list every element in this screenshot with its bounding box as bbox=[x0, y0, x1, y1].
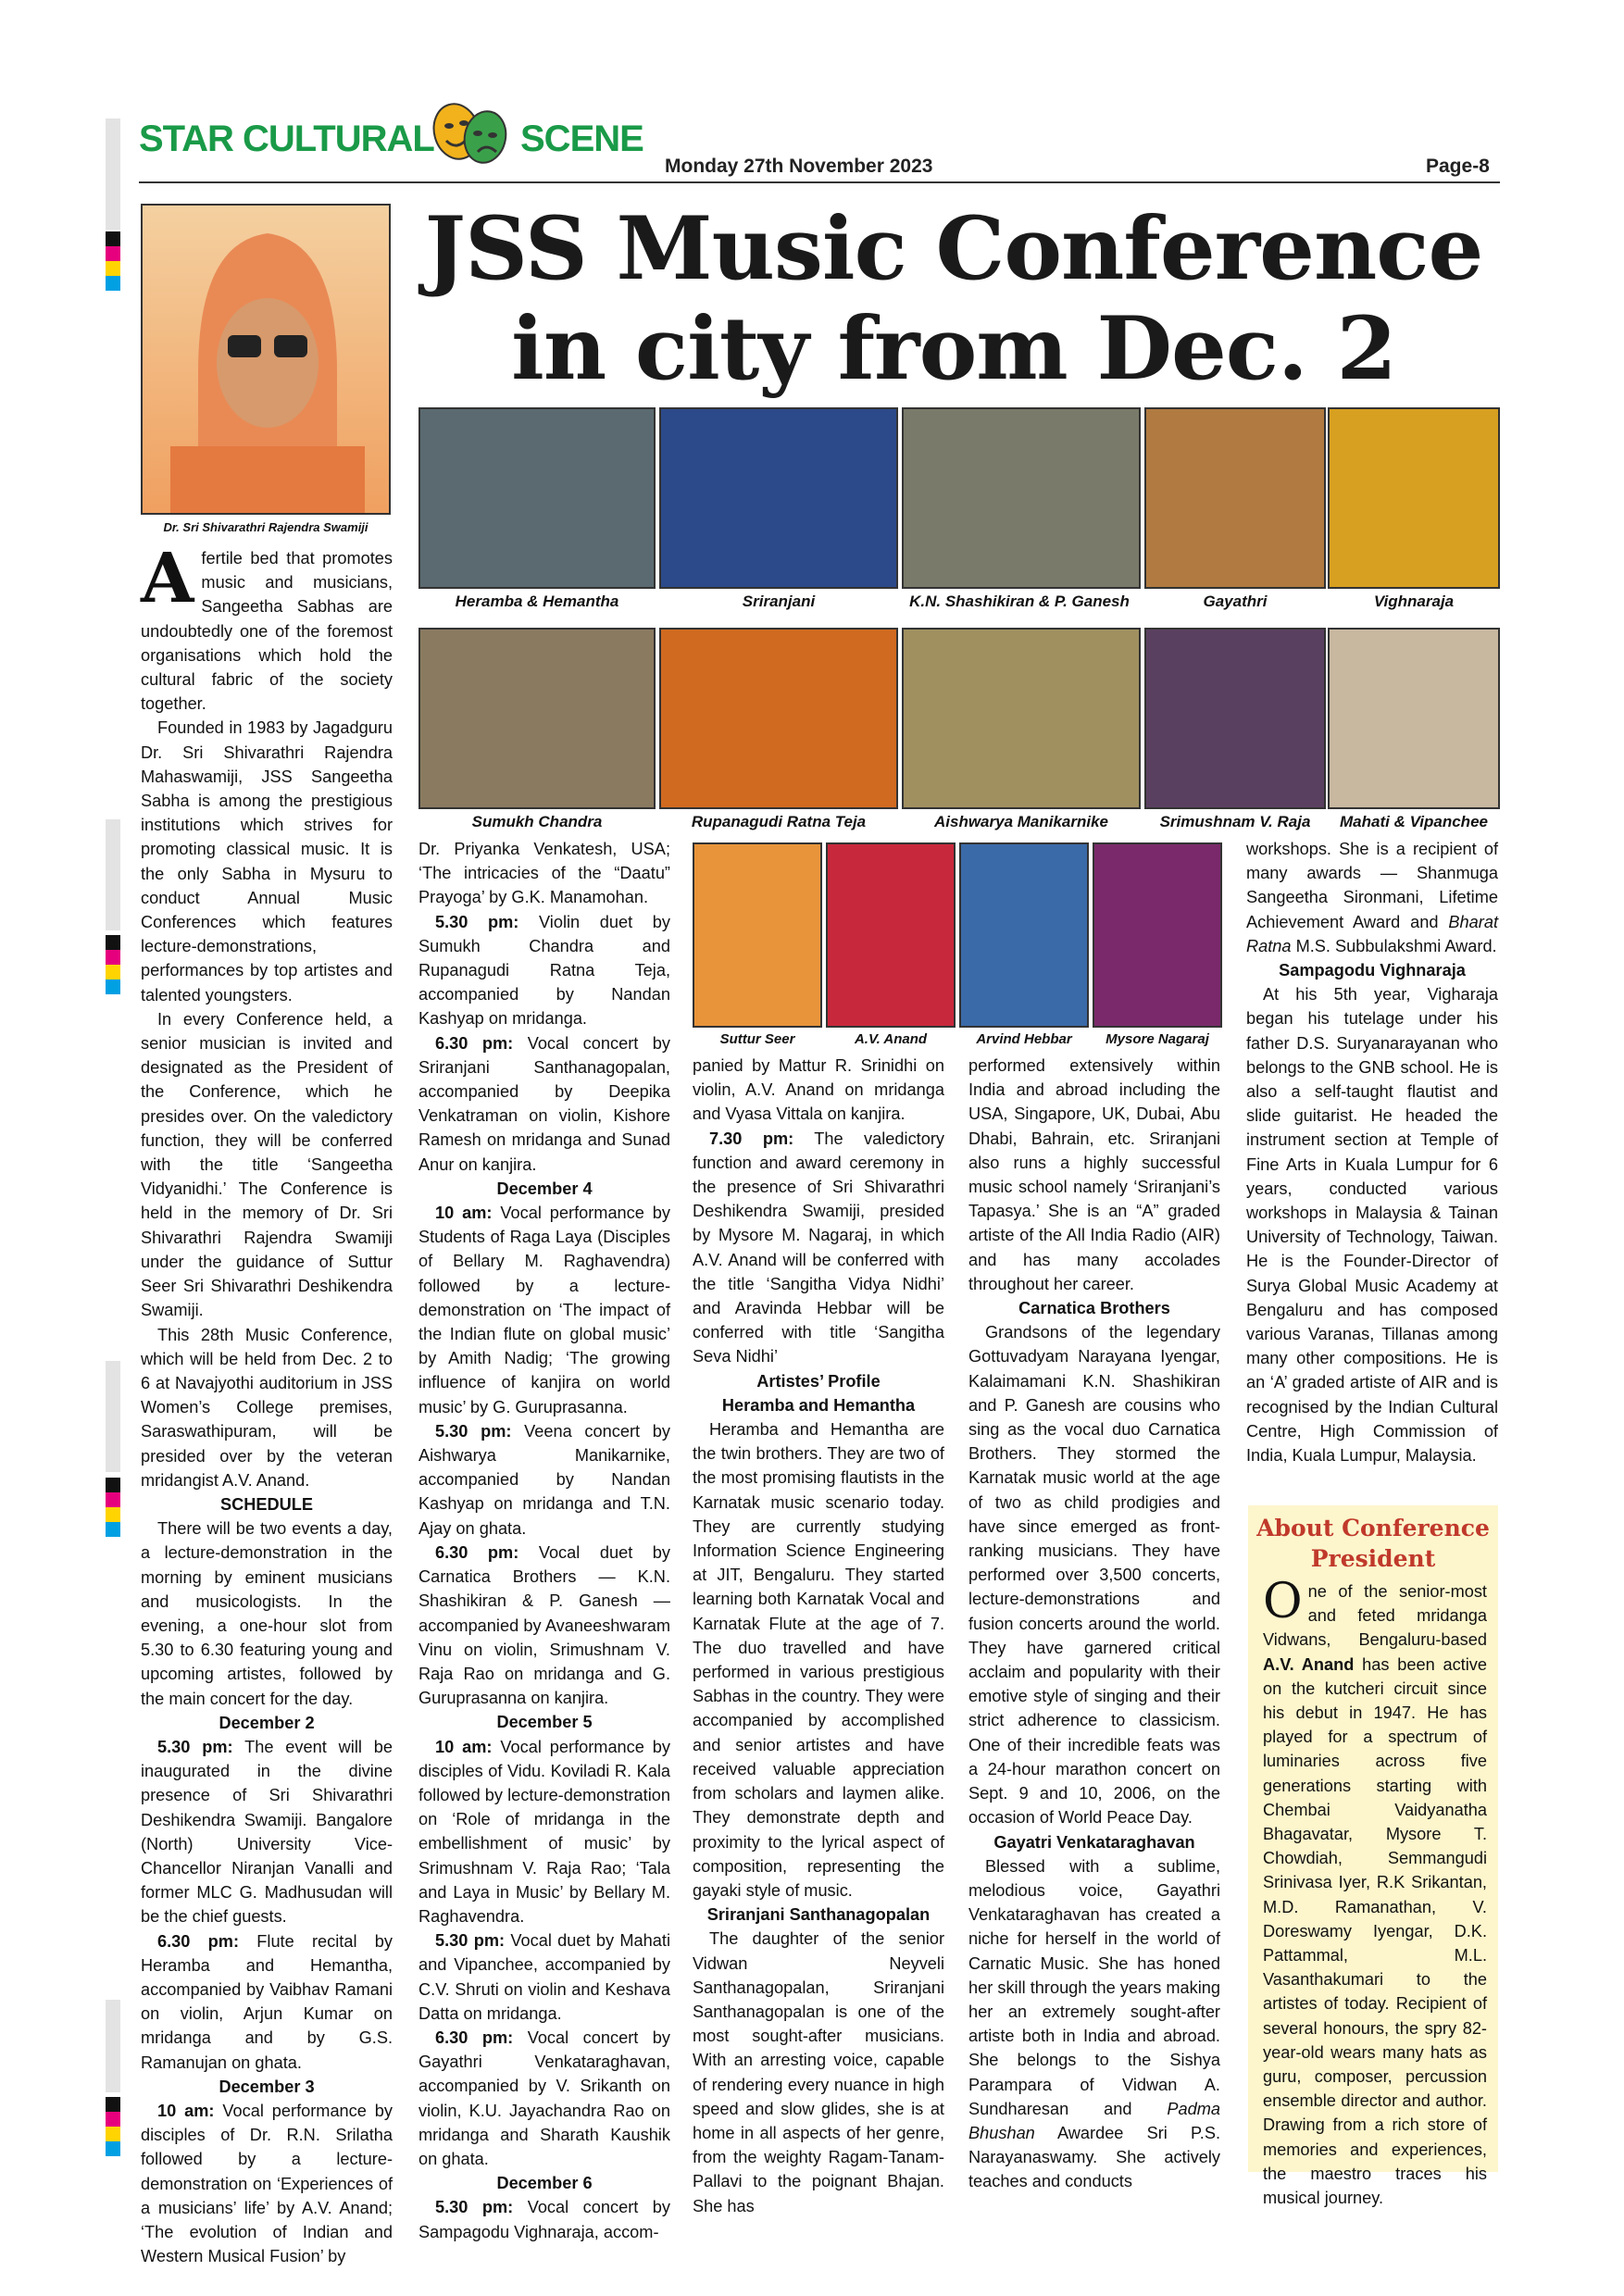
margin-bar bbox=[106, 819, 120, 930]
photo-sriranjani bbox=[659, 407, 898, 589]
headline bbox=[407, 199, 1500, 399]
photo-vighnaraja bbox=[1328, 407, 1500, 589]
photo-heramba-hemantha bbox=[418, 407, 656, 589]
subhead: Heramba and Hemantha bbox=[721, 1395, 916, 1415]
registration-marks bbox=[106, 1478, 120, 1537]
theatre-masks-icon bbox=[424, 96, 517, 170]
paragraph: In every Conference held, a senior musician is invited and designated as the President of the Conference, which he presides over. On the valedictory function, they will be conferred with the title ‘Sangeetha Vidyanidhi.’ The Conference is held in the memory of Dr. Sri Shivarathri Rajendra Swamiji under the guidance of Suttur Seer Sri Shivarathri Deshikendra Swamiji. bbox=[141, 1009, 393, 1320]
paragraph: Vocal concert by Sriranjani Santhanagopalan, accompanied by Deepika Venkatraman on violin, Kishore Ramesh on mridanga and Sunad Anur on kanjira. bbox=[418, 1033, 670, 1174]
caption-arvind-hebbar: Arvind Hebbar bbox=[976, 1031, 1072, 1047]
paragraph: Vocal concert by Gayathri Venkataraghavan, accompanied by V. Srikanth on violin, K.U. Jayachandra Rao on mridanga and Sharath Kaushik on ghata. bbox=[418, 2028, 670, 2168]
paragraph: Flute recital by Heramba and Hemantha, accompanied by Vaibhav Ramani on violin, Arjun Kumar on mridanga and by G.S. Ramanujan on ghata. bbox=[141, 1931, 393, 2072]
paragraph: has been active on the kutcheri circuit since his debut in 1947. He has played for a spectrum of luminaries across five generations starting with Chembai Vaidyanatha Bhagavatar, Mysore T. Chowdiah, Semmangudi Srinivasa Iyer, R.K Srikantan, M.D. Ramanathan, V. Doreswamy Iyengar, D.K. Pattammal, M.L. Vasanthakumari to the artistes of today. Recipient of several honours, the spry 82-year-old wears many hats as guru, composer, percussion ensemble director and author. Drawing from a rich store of memories and experiences, the maestro traces his musical journey. bbox=[1263, 1654, 1487, 2208]
paragraph: fertile bed that promotes music and musicians, Sangeetha Sabhas are undoubtedly one of the foremost organisations which hold the cultural fabric of the society together. bbox=[141, 549, 393, 714]
subhead: December 5 bbox=[496, 1713, 593, 1732]
paragraph: M.S. Subbulakshmi Award. bbox=[1291, 936, 1497, 955]
box-title-line2: President bbox=[1310, 1545, 1436, 1572]
subhead: Sriranjani Santhanagopalan bbox=[706, 1905, 931, 1925]
paragraph: workshops. She is a recipient of many awards — Shanmuga Sangeetha Sironmani, Lifetime Achievement Award and bbox=[1246, 840, 1498, 931]
caption-sriranjani: Sriranjani bbox=[742, 593, 816, 610]
issue-date: Monday 27th November 2023 bbox=[665, 156, 933, 177]
paragraph: panied by Mattur R. Srinidhi on violin, A.V. Anand on mridanga and Vyasa Vittala on kanjira. bbox=[693, 1056, 944, 1124]
article-column-5 bbox=[1246, 837, 1498, 1467]
time-label: 10 am: bbox=[157, 2102, 215, 2120]
photo-sumukh-chandra bbox=[418, 628, 656, 809]
time-label: 6.30 pm: bbox=[435, 1542, 519, 1562]
article-column-1 bbox=[141, 539, 393, 2268]
subhead: Artistes’ Profile bbox=[756, 1371, 881, 1391]
paragraph: Dr. Priyanka Venkatesh, USA; ‘The intricacies of the “Daatu” Prayoga’ by G.K. Manamohan. bbox=[418, 840, 670, 907]
paragraph: Vocal concert by Sampagodu Vighnaraja, accom- bbox=[418, 2198, 670, 2241]
paragraph: Heramba and Hemantha are the twin brothers. They are two of the most promising flautists in the Karnatak music scenario today. They are currently studying Information Science Engineering at JIT, Bengaluru. They started learning both Karnatak Vocal and Karnatak Flute at the age of 7. The duo travelled and have performed in various prestigious Sabhas in the country. They were accompanied by accomplished and senior artistes and have received valuable appreciation from scholars and laymen alike. They demonstrate depth and proximity to the lyrical aspect of composition, representing the gayaki style of music. bbox=[693, 1420, 944, 1900]
paragraph: Vocal performance by disciples of Dr. R.N. Srilatha followed by a lecture-demonstration on ‘Experiences of a musicians’ life’ by A.V. Anand; ‘The evolution of Indian and Western Musical Fusion’ by bbox=[141, 2102, 393, 2266]
photo-suttur-seer bbox=[693, 842, 822, 1028]
caption-srimushnam: Srimushnam V. Raja bbox=[1159, 813, 1311, 830]
paragraph: At his 5th year, Vigharaja began his tutelage under his father D.S. Suryanarayanan who belongs to the GNB school. He is also a self-taught flautist and slide guitarist. He headed the instrument section at Temple of Fine Arts in Kuala Lumpur for 6 years, conducted various workshops in Malaysia & Tainan University of Technology, Taiwan. He is the Founder-Director of Surya Global Music Academy at Bengaluru and has composed various Varanas, Tillanas among many other compositions. He is an ‘A’ graded artiste of AIR and is recognised by the Indian Cultural Centre, High Commission of India, Kuala Lumpur, Malaysia. bbox=[1246, 985, 1498, 1466]
paragraph: Vocal performance by Students of Raga Laya (Disciples of Bellary M. Raghavendra) followed by a lecture-demonstration on ‘The impact of the Indian flute on global music’ by Amith Nadig; ‘The growing influence of kanjira on world music’ by G. Guruprasanna. bbox=[418, 1204, 670, 1416]
paragraph: The valedictory function and award ceremony in the presence of Sri Shivarathri Deshikendra Swamiji, presided by Mysore M. Nagaraj, in which A.V. Anand will be conferred with the title ‘Sangitha Vidya Nidhi’ and Aravinda Hebbar will be conferred with title ‘Sangitha Seva Nidhi’ bbox=[693, 1129, 944, 1366]
paragraph: There will be two events a day, a lecture-demonstration in the morning by eminent musicians and musicologists. In the evening, a one-hour slot from 5.30 to 6.30 featuring young and upcoming artistes, followed by the main concert for the day. bbox=[141, 1519, 393, 1708]
masthead-right: SCENE bbox=[520, 119, 643, 159]
caption-mysore-nagaraj: Mysore Nagaraj bbox=[1106, 1031, 1209, 1047]
article-column-2 bbox=[418, 837, 670, 2244]
subhead: December 4 bbox=[496, 1179, 593, 1198]
paragraph: The daughter of the senior Vidwan Neyveli Santhanagopalan, Sriranjani Santhanagopalan is one of the most sought-after musicians. With an arresting voice, capable of rendering every nuance in high speed and slow glides, she is at home in all aspects of her genre, from the weighty Ragam-Tanam-Pallavi to the poignant Bhajan. She has bbox=[693, 1929, 944, 2215]
photo-shashikiran-ganesh bbox=[902, 407, 1141, 589]
photo-gayathri bbox=[1144, 407, 1326, 589]
photo-mysore-nagaraj bbox=[1093, 842, 1222, 1028]
caption-sumukh-chandra: Sumukh Chandra bbox=[471, 813, 603, 830]
time-label: 6.30 pm: bbox=[435, 2028, 514, 2047]
portrait-photo bbox=[141, 204, 391, 515]
caption-suttur-seer: Suttur Seer bbox=[719, 1031, 795, 1047]
headline-line1: JSS Music Conference bbox=[424, 198, 1483, 300]
award-name: Bharat Ratna bbox=[1246, 912, 1498, 955]
photo-mahati-vipanchee bbox=[1328, 628, 1500, 809]
registration-marks bbox=[106, 935, 120, 994]
paragraph: This 28th Music Conference, which will be held from Dec. 2 to 6 at Navajyothi auditorium in JSS Women’s College premises, Saraswathipuram, will be presided over by the veteran mridangist A.V. Anand. bbox=[141, 1325, 393, 1490]
photo-av-anand bbox=[826, 842, 956, 1028]
page-number: Page-8 bbox=[1426, 156, 1490, 177]
article-column-3 bbox=[693, 1054, 944, 2218]
paragraph: Blessed with a sublime, melodious voice, Gayathri Venkataraghavan has created a niche for herself in the world of Carnatic Music. She has honed her skill through the years making her an extremely sought-after artiste both in India and abroad. She belongs to the Sishya Parampara of Vidwan A. Sundharesan and bbox=[968, 1856, 1220, 2118]
paragraph: The event will be inaugurated in the divine presence of Sri Shivarathri Deshikendra Swamiji. Bangalore (North) University Vice-Chancellor Niranjan Vanalli and former MLC G. Madhusudan will be the chief guests. bbox=[141, 1737, 393, 1927]
paragraph: Violin duet by Sumukh Chandra and Rupanagudi Ratna Teja, accompanied by Nandan Kashyap on mridanga. bbox=[418, 912, 670, 1029]
portrait-caption: Dr. Sri Shivarathri Rajendra Swamiji bbox=[163, 520, 369, 534]
conference-president-box bbox=[1248, 1505, 1498, 2208]
registration-marks bbox=[106, 231, 120, 291]
president-name: A.V. Anand bbox=[1263, 1654, 1355, 1674]
caption-mahati-vipanchee: Mahati & Vipanchee bbox=[1340, 813, 1488, 830]
margin-bar bbox=[106, 1361, 120, 1472]
article-column-4 bbox=[968, 1054, 1220, 2194]
registration-marks bbox=[106, 2097, 120, 2156]
time-label: 6.30 pm: bbox=[157, 1931, 240, 1951]
drop-cap: A bbox=[141, 539, 194, 618]
paragraph: Grandsons of the legendary Gottuvadyam Narayana Iyengar, Kalaimamani K.N. Shashikiran and P. Ganesh are cousins who sing as the vocal duo Carnatica Brothers. They stormed the Karnatak music world at the age of two as child prodigies and have since emerged as front-ranking musicians. They have performed over 3,500 concerts, lecture-demonstrations and fusion concerts around the world. They have garnered critical acclaim and popularity with their emotive style of singing and their strict adherence to classicism. One of their incredible feats was a 24-hour marathon concert on Sept. 9 and 10, 2006, on the occasion of World Peace Day. bbox=[968, 1323, 1220, 1828]
time-label: 10 am: bbox=[435, 1737, 493, 1756]
photo-srimushnam-raja bbox=[1144, 628, 1326, 809]
time-label: 5.30 pm: bbox=[435, 2198, 514, 2217]
subhead: SCHEDULE bbox=[219, 1494, 314, 1514]
margin-bar bbox=[106, 2000, 120, 2092]
caption-gayathri: Gayathri bbox=[1203, 593, 1268, 610]
paragraph: Vocal duet by Mahati and Vipanchee, accompanied by C.V. Shruti on violin and Keshava Datta on mridanga. bbox=[418, 1931, 670, 2023]
photo-rupanagudi-ratna-teja bbox=[659, 628, 898, 809]
header-rule bbox=[139, 181, 1500, 183]
subhead: December 6 bbox=[496, 2174, 593, 2193]
time-label: 6.30 pm: bbox=[435, 1033, 514, 1053]
paragraph: Vocal duet by Carnatica Brothers — K.N. Shashikiran & P. Ganesh — accompanied by Avaneeshwaram Vinu on violin, Srimushnam V. Raja Rao on mridanga and G. Guruprasanna on kanjira. bbox=[418, 1542, 670, 1708]
paragraph: Founded in 1983 by Jagadguru Dr. Sri Shivarathri Rajendra Mahaswamiji, JSS Sangeetha Sabha is among the prestigious institutions which strives for promoting classical music. It is the only Sabha in Mysuru to conduct Annual Music Conferences which features lecture-demonstrations, performances by top artistes and talented youngsters. bbox=[141, 718, 393, 1004]
caption-aishwarya: Aishwarya Manikarnike bbox=[933, 813, 1109, 830]
paragraph: Veena concert by Aishwarya Manikarnike, accompanied by Nandan Kashyap on mridanga and T.N. Ajay on ghata. bbox=[418, 1421, 670, 1538]
paragraph: ne of the senior-most and feted mridanga Vidwans, Bengaluru-based bbox=[1263, 1582, 1487, 1650]
photo-aishwarya-manikarnike bbox=[902, 628, 1141, 809]
subhead: Carnatica Brothers bbox=[1018, 1299, 1170, 1318]
caption-av-anand: A.V. Anand bbox=[854, 1031, 928, 1047]
subhead: December 3 bbox=[219, 2077, 315, 2096]
time-label: 5.30 pm: bbox=[157, 1737, 233, 1756]
caption-vighnaraja: Vighnaraja bbox=[1373, 593, 1455, 610]
subhead: Sampagodu Vighnaraja bbox=[1279, 961, 1466, 980]
time-label: 7.30 pm: bbox=[709, 1129, 794, 1148]
subhead: December 2 bbox=[219, 1713, 315, 1732]
award-name: Padma Bhushan bbox=[968, 2099, 1220, 2142]
paragraph: performed extensively within India and abroad including the USA, Singapore, UK, Dubai, Abu Dhabi, Bahrain, etc. Sriranjani also runs a highly successful music school namely ‘Sriranjani’s Tapasya.’ She is an “A” graded artiste of the All India Radio (AIR) and has many accolades throughout her career. bbox=[968, 1056, 1220, 1293]
time-label: 5.30 pm: bbox=[435, 1421, 512, 1441]
photo-arvind-hebbar bbox=[959, 842, 1089, 1028]
time-label: 5.30 pm: bbox=[435, 1931, 506, 1951]
caption-heramba-hemantha: Heramba & Hemantha bbox=[455, 593, 619, 610]
time-label: 5.30 pm: bbox=[435, 912, 519, 931]
headline-line2: in city from Dec. 2 bbox=[511, 298, 1396, 400]
subhead: Gayatri Venkataraghavan bbox=[993, 1832, 1195, 1852]
drop-cap: O bbox=[1263, 1574, 1303, 1629]
time-label: 10 am: bbox=[435, 1204, 493, 1223]
paragraph: Vocal performance by disciples of Vidu. Koviladi R. Kala followed by lecture-demonstration on ‘Role of mridanga in the embellishment of music’ by Srimushnam V. Raja Rao; ‘Tala and Laya in Music’ by Bellary M. Raghavendra. bbox=[418, 1737, 670, 1926]
margin-bar bbox=[106, 119, 120, 230]
masthead-left: STAR CULTURAL bbox=[139, 119, 434, 159]
box-body bbox=[1248, 1574, 1498, 2210]
caption-shashikiran-ganesh: K.N. Shashikiran & P. Ganesh bbox=[909, 593, 1130, 610]
paragraph: Awardee Sri P.S. Narayanaswamy. She actively teaches and conducts bbox=[968, 2123, 1220, 2191]
box-title-line1: About Conference bbox=[1256, 1515, 1490, 1541]
caption-rupanagudi: Rupanagudi Ratna Teja bbox=[691, 813, 867, 830]
